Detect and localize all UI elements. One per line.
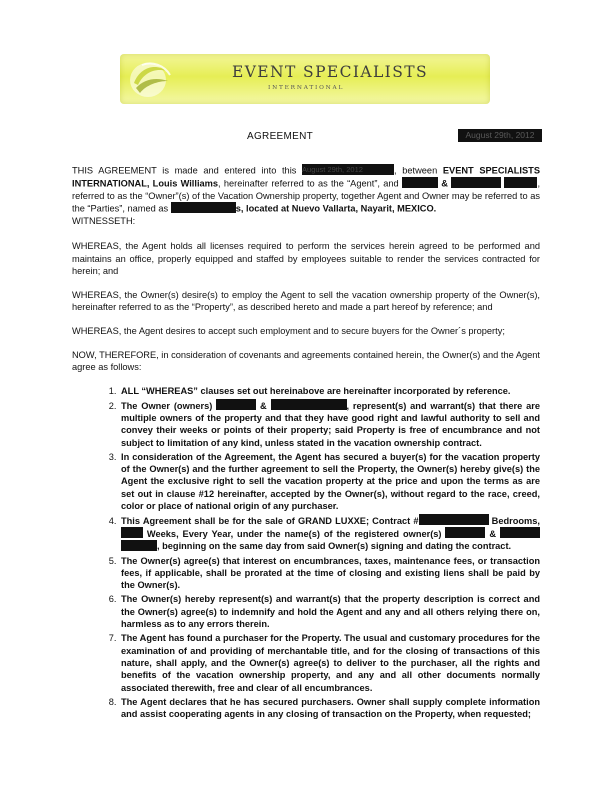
globe-logo-icon (126, 57, 174, 101)
clause-4-text-1: This Agreement shall be for the sale of GRAND LUXXE; Contract # (121, 515, 419, 526)
intro-text-4: , referred to as the “Owner”(s) of the Vacation Ownership property, together Agent and Owner may be referred to as the “Parties”, named as (72, 178, 541, 214)
redacted-owner-1 (402, 177, 438, 188)
clause-4-ampersand: & (489, 528, 497, 539)
clauses-list (72, 385, 540, 721)
clause-2-ampersand: & (260, 400, 267, 411)
clause-2-text-2: , represent(s) and warrant(s) that there are multiple owners of the property and that they have good right and lawful authority to sell and convey their weeks or points of their property; said Property is free of encumbrance and not subject to limitation of any kind, unless stated in the vacation ownership contract. (121, 400, 540, 448)
whereas-paragraph-1: WHEREAS, the Agent holds all licenses required to perform the services herein agreed to be performed and maintains an office, properly equipped and staffed by employees suitable to render the services contracted for herein; and (72, 241, 540, 276)
redacted-registered-owner-1 (445, 527, 485, 538)
redacted-clause-2-owner-1 (216, 399, 256, 410)
redacted-intro-date: August 29th, 2012 (302, 164, 394, 175)
company-banner (120, 54, 490, 104)
intro-text-1: THIS AGREEMENT is made and entered into this (72, 165, 297, 176)
clause-6 (119, 593, 540, 630)
intro-paragraph (72, 164, 540, 227)
whereas-paragraph-2: WHEREAS, the Owner(s) desire(s) to employ the Agent to sell the vacation ownership property of the Owner(s), hereinafter referred to as the “Property”, as described hereto and made a part hereof by reference; and (72, 289, 540, 313)
clause-3 (119, 451, 540, 513)
clause-2-text-1: The Owner (owners) (121, 400, 213, 411)
redacted-weeks (121, 527, 143, 538)
clause-4-text-3: Weeks, Every Year (143, 528, 231, 539)
clause-7-text: The Agent has found a purchaser for the Property. The usual and customary procedures for the examination of and providing of merchantable title, and for the closing of transactions of this nature, shall apply, and the Owner(s) agree(s) to deliver to the purchaser, all the rights and benefits of the vacation ownership property, and any and all other documents normally associated therewith, free and clear of all encumbrances. (121, 633, 540, 693)
redacted-date: August 29th, 2012 (458, 129, 542, 142)
clause-4-text-2: Bedrooms, (488, 515, 540, 526)
clause-4-text-5: , beginning on the same day from said Owner(s) signing and dating the contract. (157, 541, 512, 552)
agreement-body (72, 164, 540, 722)
redacted-registered-owner-3 (121, 540, 157, 551)
clause-1 (119, 385, 540, 397)
intro-ampersand: & (441, 178, 448, 189)
redacted-registered-owner-2 (500, 527, 540, 538)
witnesseth-heading: WITNESSETH: (72, 215, 136, 226)
intro-text-2: , between (394, 165, 438, 176)
clause-7 (119, 632, 540, 694)
agent-company-name: EVENT SPECIALISTS INTERNATIONAL, Louis Williams (72, 165, 540, 189)
clause-5-text: The Owner(s) agree(s) that interest on encumbrances, taxes, maintenance fees, or transaction fees, if applicable, shall be prorated at the time of closing and existing liens shall be paid by the Owner(s). (121, 555, 540, 591)
clause-3-text: In consideration of the Agreement, the Agent has secured a buyer(s) for the vacation property of the Owner(s) and the further agreement to sell the Property, the Owner(s) hereby give(s) the Agent the exclusive right to sell the vacation property at the price and upon the terms as are set out in clause #12 hereinafter, accepted by the Owner(s), without regard to the race, creed, color or place of national origin of any purchaser. (121, 451, 540, 512)
now-therefore-paragraph: NOW, THEREFORE, in consideration of covenants and agreements contained herein, the Owner(s) and the Agent agree as follows: (72, 349, 540, 373)
company-subtitle: INTERNATIONAL (268, 85, 345, 91)
redacted-contract-number (419, 514, 489, 525)
intro-text-3: , hereinafter referred to as the “Agent”, and (218, 178, 399, 189)
clause-2 (119, 399, 540, 449)
redacted-owner-2 (451, 177, 501, 188)
whereas-paragraph-3: WHEREAS, the Agent desires to accept such employment and to secure buyers for the Owner´s property; (72, 325, 505, 336)
clause-5 (119, 555, 540, 592)
company-name: EVENT SPECIALISTS (232, 63, 428, 81)
clause-4 (119, 514, 540, 553)
redacted-owner-3 (504, 177, 537, 188)
clause-8 (119, 696, 540, 721)
property-location: s, located at Nuevo Vallarta, Nayarit, MEXICO. (235, 203, 437, 214)
page-title: AGREEMENT (247, 131, 314, 142)
clause-1-text: ALL “WHEREAS” clauses set out hereinabove are hereinafter incorporated by reference. (121, 385, 511, 396)
redacted-clause-2-owner-2 (271, 399, 347, 410)
clause-8-text: The Agent declares that he has secured purchasers. Owner shall supply complete information and assist cooperating agents in any closing of transaction on the Property, when requested; (121, 696, 540, 720)
clause-6-text: The Owner(s) hereby represent(s) and warrant(s) that the property description is correct and the Owner(s) agree(s) to indemnify and hold the Agent and any and all others relying there on, harmless as to any errors therein. (121, 594, 540, 630)
redacted-property-name (171, 202, 236, 213)
clause-4-text-4: , under the name(s) of the registered owner(s) (230, 528, 442, 539)
